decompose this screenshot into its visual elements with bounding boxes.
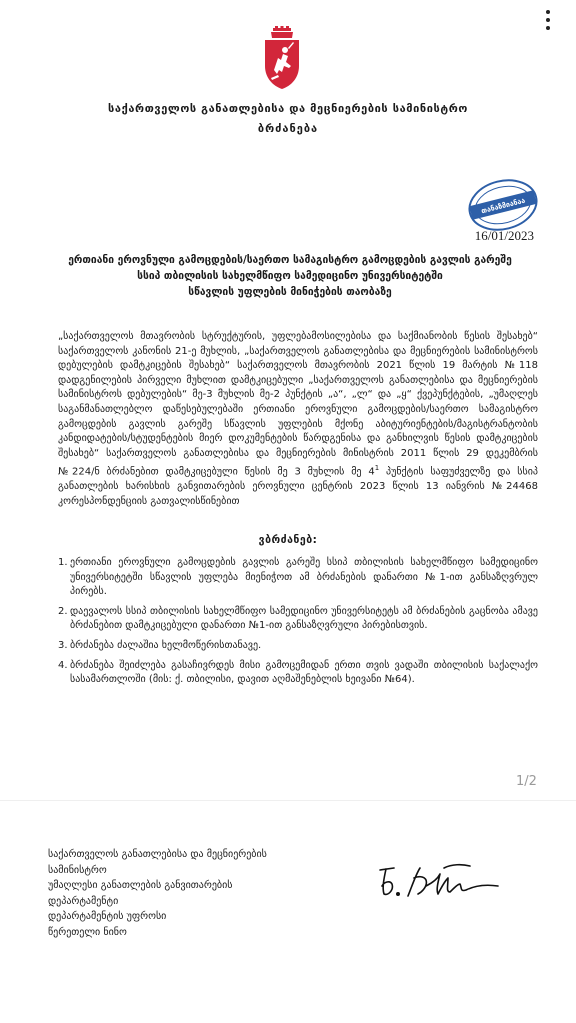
- page-divider: [0, 800, 576, 801]
- page-indicator: 1/2: [516, 774, 537, 789]
- signatory-line: სამინისტრო: [48, 864, 107, 876]
- title-line: ერთიანი ეროვნული გამოცდების/საერთო სამაგისტრო გამოცდების გავლის გარეშე: [68, 254, 512, 266]
- order-heading: ბრძანება: [257, 122, 319, 135]
- coat-of-arms-icon: [262, 26, 302, 90]
- item-number: 4.: [58, 659, 68, 671]
- handwritten-signature: [374, 856, 504, 904]
- item-number: 3.: [58, 639, 68, 651]
- signatory-block: [48, 847, 308, 940]
- title-line: სსიპ თბილისის სახელმწიფო სამედიცინო უნივერსიტეტში: [137, 270, 443, 282]
- signatory-line: წერეთელი ნინო: [48, 926, 127, 938]
- list-item: [58, 659, 538, 688]
- preamble-text: „საქართველოს მთავრობის სტრუქტურის, უფლებამოსილებისა და საქმიანობის წესის შესახებ“ საქართველოს კანონის 21-ე მუხლის, „საქართველოს განათლებისა და მეცნიერების სამინისტროს დებულების დამტკიცების შესახებ“ საქართველოს მთავრობის 2021 წლის 19 მარტის №118 დადგენილების პირველი მუხლით დამტკიცებული „საქართველოს განათლებისა და მეცნიერების სამინისტროს დებულების“ მე-3 მუხლის მე-2 პუნქტის „ა“, „ლ“ და „ყ“ ქვეპუნქტების, „უმაღლეს საგანმანათლებლო დაწესებულებაში ერთიანი ეროვნული გამოცდების/საერთო სამაგისტრო გამოცდების გავლის გარეშე სწავლის უფლების მქონე აბიტურიენტების/მაგისტრანტობის კანდიდატების/სტუდენტების მიერ დოკუმენტების წარდგენისა და განხილვის წესის დამტკიცების შესახებ“ საქართველოს განათლებისა და მეცნიერების მინისტრის 2011 წლის 29 დეკემბრის №224/ნ ბრძანებით დამტკიცებული წესის მე 3 მუხლის მე 4: [58, 331, 538, 478]
- item-text: დაევალოს სსიპ თბილისის სახელმწიფო სამედიცინო უნივერსიტეტს ამ ბრძანების გაცნობა ამავე ბრძანებით დამტკიცებული დანართი №1-ით განსაზღვრული პირებისთვის.: [70, 605, 538, 632]
- signatory-line: საქართველოს განათლებისა და მეცნიერების: [48, 849, 267, 860]
- signatory-line: უმაღლესი განათლების განვითარების: [48, 880, 233, 891]
- list-item: [58, 639, 538, 654]
- decree-items: [58, 556, 538, 693]
- item-number: 1.: [58, 557, 68, 568]
- document-date: 16/01/2023: [474, 228, 534, 243]
- preamble-paragraph: [58, 330, 538, 509]
- signatory-line: დეპარტამენტი: [48, 895, 119, 907]
- item-text: ბრძანება შეიძლება გასაჩივრდეს მისი გამოცემიდან ერთი თვის ვადაში თბილისის საქალაქო სასამართლოში (მის: ქ. თბილისი, დავით აღმაშენებლის ხეივანი №64).: [70, 659, 538, 686]
- stamp-text: თანაზმიანაა: [480, 196, 527, 216]
- document-title: [40, 252, 540, 300]
- decree-heading: ვბრძანებ:: [258, 534, 318, 546]
- signatory-line: დეპარტამენტის უფროსი: [48, 911, 167, 922]
- preamble-text-cont: პუნქტის საფუძველზე და სსიპ განათლების ხარისხის განვითარების ეროვნული ცენტრის 2023 წლის 13 იანვრის №24468 კორესპონდენციის გათვალისწინებით: [58, 466, 538, 507]
- more-options-icon[interactable]: [536, 6, 560, 34]
- list-item: [58, 605, 538, 634]
- item-number: 2.: [58, 605, 68, 617]
- list-item: [58, 556, 538, 600]
- preamble-superscript: 1: [374, 464, 380, 473]
- item-text: ბრძანება ძალაშია ხელმოწერისთანავე.: [70, 639, 262, 651]
- title-line: სწავლის უფლების მინიჭების თაობაზე: [188, 286, 392, 298]
- item-text: ერთიანი ეროვნული გამოცდების გავლის გარეშე სსიპ თბილისის სახელმწიფო სამედიცინო უნივერსიტეტში სწავლის უფლება მიენიჭოთ ამ ბრძანების დანართი №1-ით განსაზღვრულ პირებს.: [70, 557, 538, 598]
- ministry-name: საქართველოს განათლებისა და მეცნიერების სამინისტრო: [108, 102, 468, 115]
